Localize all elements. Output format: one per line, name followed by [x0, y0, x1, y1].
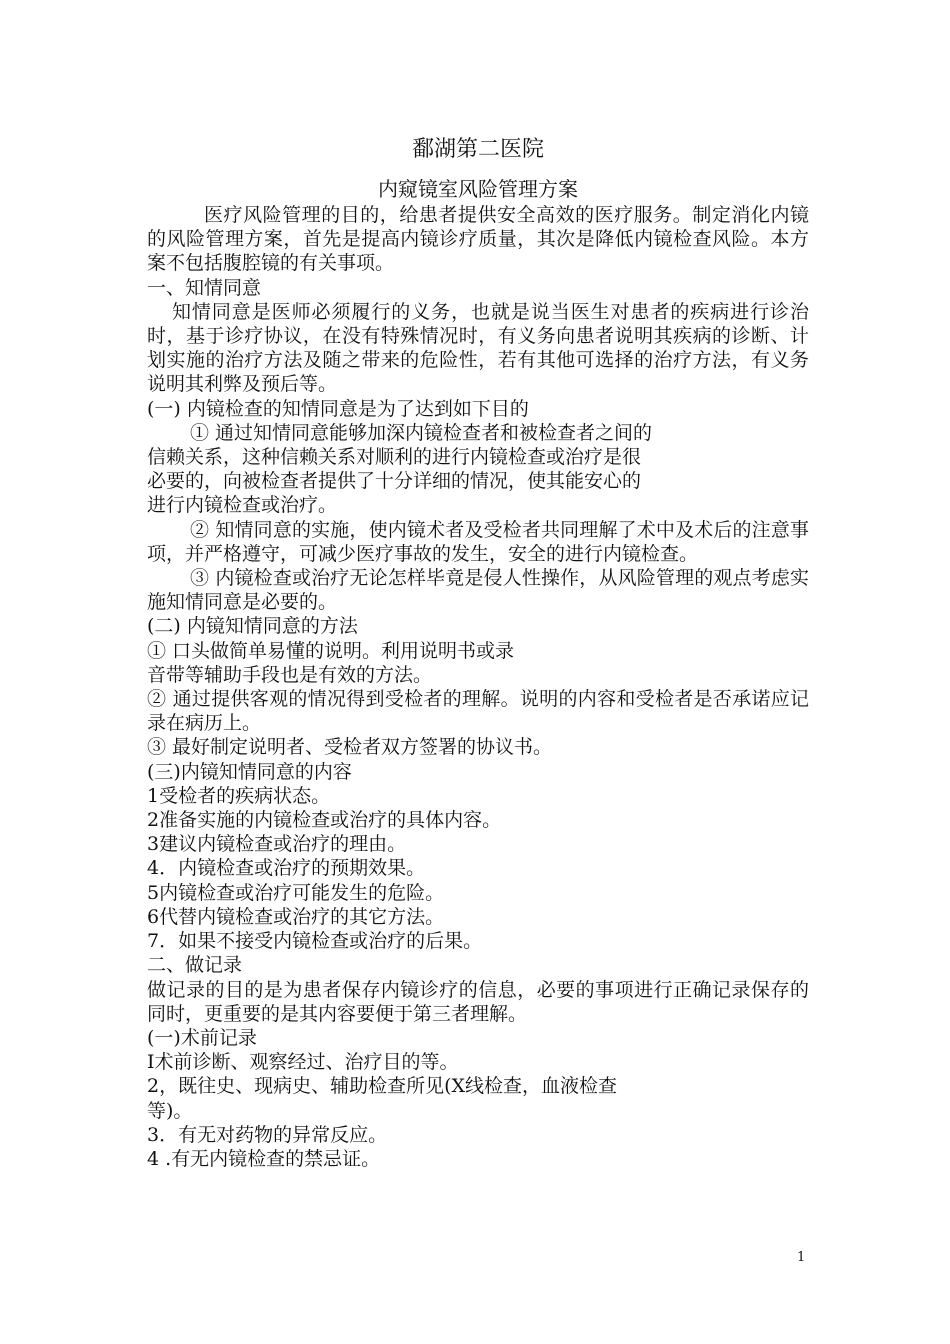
content-list-item: 2准备实施的内镜检查或治疗的具体内容。 — [147, 809, 502, 832]
document-body — [147, 133, 809, 1171]
purpose-item-1-line: ① 通过知情同意能够加深内镜检查者和被检查者之间的 — [190, 421, 653, 444]
method-item-1-line: ① 口头做简单易懂的说明。利用说明书或录 — [147, 639, 515, 662]
method-item-3: ③ 最好制定说明者、受检者双方签署的协议书。 — [147, 736, 553, 759]
records-paragraph: 做记录的目的是为患者保存内镜诊疗的信息，必要的事项进行正确记录保存的同时，更重要的是其内容要便于第三者理解。 — [147, 978, 809, 1025]
method-item-2: ② 通过提供客观的情况得到受检者的理解。说明的内容和受检者是否承诺应记录在病历上。 — [147, 688, 809, 735]
content-list-item: 7．如果不接受内镜检查或治疗的后果。 — [147, 930, 483, 953]
purpose-item-1-line: 信赖关系，这种信赖关系对顺利的进行内镜检查或治疗是很 — [147, 446, 642, 469]
preop-list-item: I术前诊断、观察经过、治疗目的等。 — [147, 1051, 459, 1074]
section-heading-records: 二、做记录 — [147, 954, 243, 977]
intro-paragraph: 医疗风险管理的目的，给患者提供安全高效的医疗服务。制定消化内镜的风险管理方案，首先是提高内镜诊疗质量，其次是降低内镜检查风险。本方案不包括腹腔镜的有关事项。 — [147, 204, 809, 275]
content-list-item: 1受检者的疾病状态。 — [147, 784, 331, 807]
section-heading-informed-consent: 一、知情同意 — [147, 276, 262, 299]
preop-list-item: 2，既往史、现病史、辅助检查所见(X线检查，血液检查 — [147, 1075, 618, 1098]
preop-list-item: 3．有无对药物的异常反应。 — [147, 1123, 388, 1146]
purpose-item-2: ② 知情同意的实施，使内镜术者及受检者共同理解了术中及术后的注意事项，并严格遵守，可减少医疗事故的发生，安全的进行内镜检查。 — [147, 518, 809, 565]
content-list-item: 4．内镜检查或治疗的预期效果。 — [147, 857, 426, 880]
preop-list-item: 等)。 — [147, 1099, 193, 1122]
purpose-item-1-line: 进行内镜检查或治疗。 — [147, 494, 338, 517]
subsection-heading-purpose: (一) 内镜检查的知情同意是为了达到如下目的 — [147, 397, 529, 420]
page-number: 1 — [797, 1250, 806, 1265]
hospital-name: 鄱湖第二医院 — [411, 137, 544, 162]
purpose-item-1-line: 必要的，向被检查者提供了十分详细的情况，使其能安心的 — [147, 470, 642, 493]
subsection-heading-content: (三)内镜知情同意的内容 — [147, 760, 352, 783]
method-item-1-line: 音带等辅助手段也是有效的方法。 — [147, 663, 433, 686]
purpose-item-3: ③ 内镜检查或治疗无论怎样毕竟是侵人性操作，从风险管理的观点考虑实施知情同意是必要的。 — [147, 567, 809, 614]
content-list-item: 6代替内镜检查或治疗的其它方法。 — [147, 905, 445, 928]
subsection-heading-preop-records: (一)术前记录 — [147, 1026, 257, 1049]
preop-list-item: 4 .有无内镜检查的禁忌证。 — [147, 1147, 381, 1170]
document-title: 内窥镜室风险管理方案 — [378, 177, 578, 201]
informed-consent-paragraph: 知情同意是医师必须履行的义务，也就是说当医生对患者的疾病进行诊治时，基于诊疗协议，在没有特殊情况时，有义务向患者说明其疾病的诊断、计划实施的治疗方法及随之带来的危险性，若有其他可选择的治疗方法，有义务说明其利弊及预后等。 — [147, 300, 809, 396]
content-list-item: 5内镜检查或治疗可能发生的危险。 — [147, 881, 445, 904]
content-list-item: 3建议内镜检查或治疗的理由。 — [147, 833, 407, 856]
subsection-heading-method: (二) 内镜知情同意的方法 — [147, 615, 358, 638]
